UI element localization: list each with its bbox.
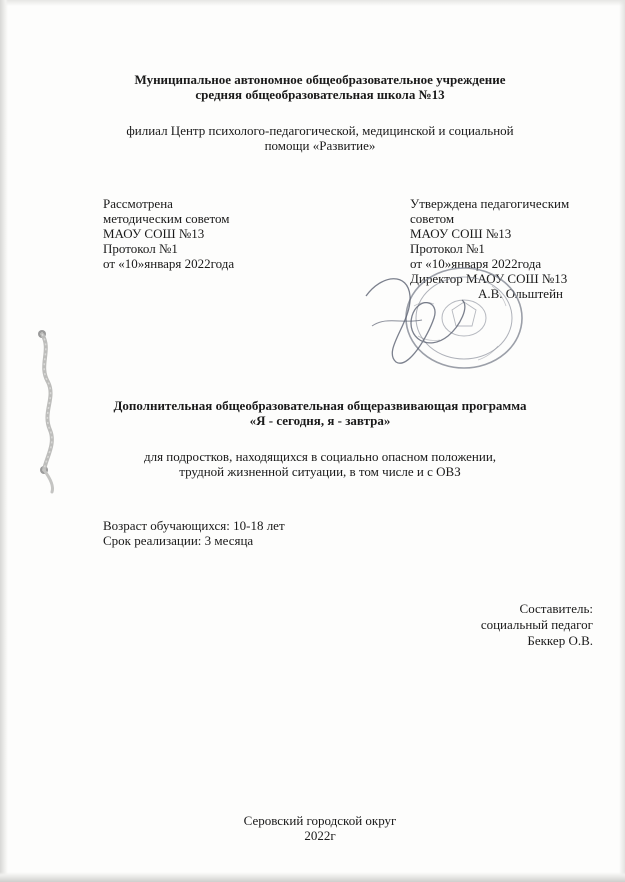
- footer-place: Серовский городской округ: [243, 813, 397, 828]
- age-range: Возраст обучающихся: 10-18 лет: [103, 518, 285, 533]
- approved-line-1: Утверждена педагогическим: [410, 196, 570, 211]
- page-edge-bottom: [0, 872, 625, 882]
- official-seal-icon: [352, 266, 532, 386]
- signature-name: А.В. Ольштейн: [478, 286, 563, 301]
- reviewed-line-1: Рассмотрена: [103, 196, 173, 211]
- page-edge-left: [0, 0, 8, 882]
- footer-year: 2022г: [304, 828, 336, 843]
- program-title: [60, 398, 580, 428]
- reviewed-line-3: МАОУ СОШ №13: [103, 226, 205, 241]
- approved-line-4: Протокол №1: [410, 241, 485, 256]
- audience-line-2: трудной жизненной ситуации, в том числе и с ОВЗ: [179, 464, 461, 479]
- page-edge-right: [619, 0, 625, 882]
- header-line-2: средняя общеобразовательная школа №13: [195, 87, 445, 102]
- header-line-1: Муниципальное автономное общеобразовательное учреждение: [134, 72, 506, 87]
- reviewed-line-2: методическим советом: [103, 211, 230, 226]
- reviewed-line-5: от «10»января 2022года: [103, 256, 235, 271]
- page-edge-top: [0, 0, 625, 6]
- program-term: Срок реализации: 3 месяца: [103, 533, 254, 548]
- program-audience: [60, 449, 580, 479]
- program-title-line-2: «Я - сегодня, я - завтра»: [249, 413, 391, 428]
- reviewed-block: [103, 196, 234, 271]
- audience-line-1: для подростков, находящихся в социально опасном положении,: [143, 449, 497, 464]
- program-title-line-1: Дополнительная общеобразовательная общеразвивающая программа: [113, 398, 527, 413]
- author-label: Составитель:: [519, 601, 593, 616]
- approved-line-2: советом: [410, 211, 455, 226]
- branch-line-1: филиал Центр психолого-педагогической, медицинской и социальной: [126, 123, 514, 138]
- approved-line-3: МАОУ СОШ №13: [410, 226, 512, 241]
- author-block: [481, 601, 593, 649]
- reviewed-line-4: Протокол №1: [103, 241, 178, 256]
- branch-name: [60, 123, 580, 153]
- program-details: [103, 518, 285, 548]
- author-name: Беккер О.В.: [527, 633, 593, 648]
- author-role: социальный педагог: [480, 617, 593, 632]
- approved-line-5: от «10»января 2022года: [410, 256, 542, 271]
- institution-header: [60, 72, 580, 102]
- document-footer: [60, 813, 580, 843]
- branch-line-2: помощи «Развитие»: [264, 138, 376, 153]
- approved-line-6: Директор МАОУ СОШ №13: [410, 271, 568, 286]
